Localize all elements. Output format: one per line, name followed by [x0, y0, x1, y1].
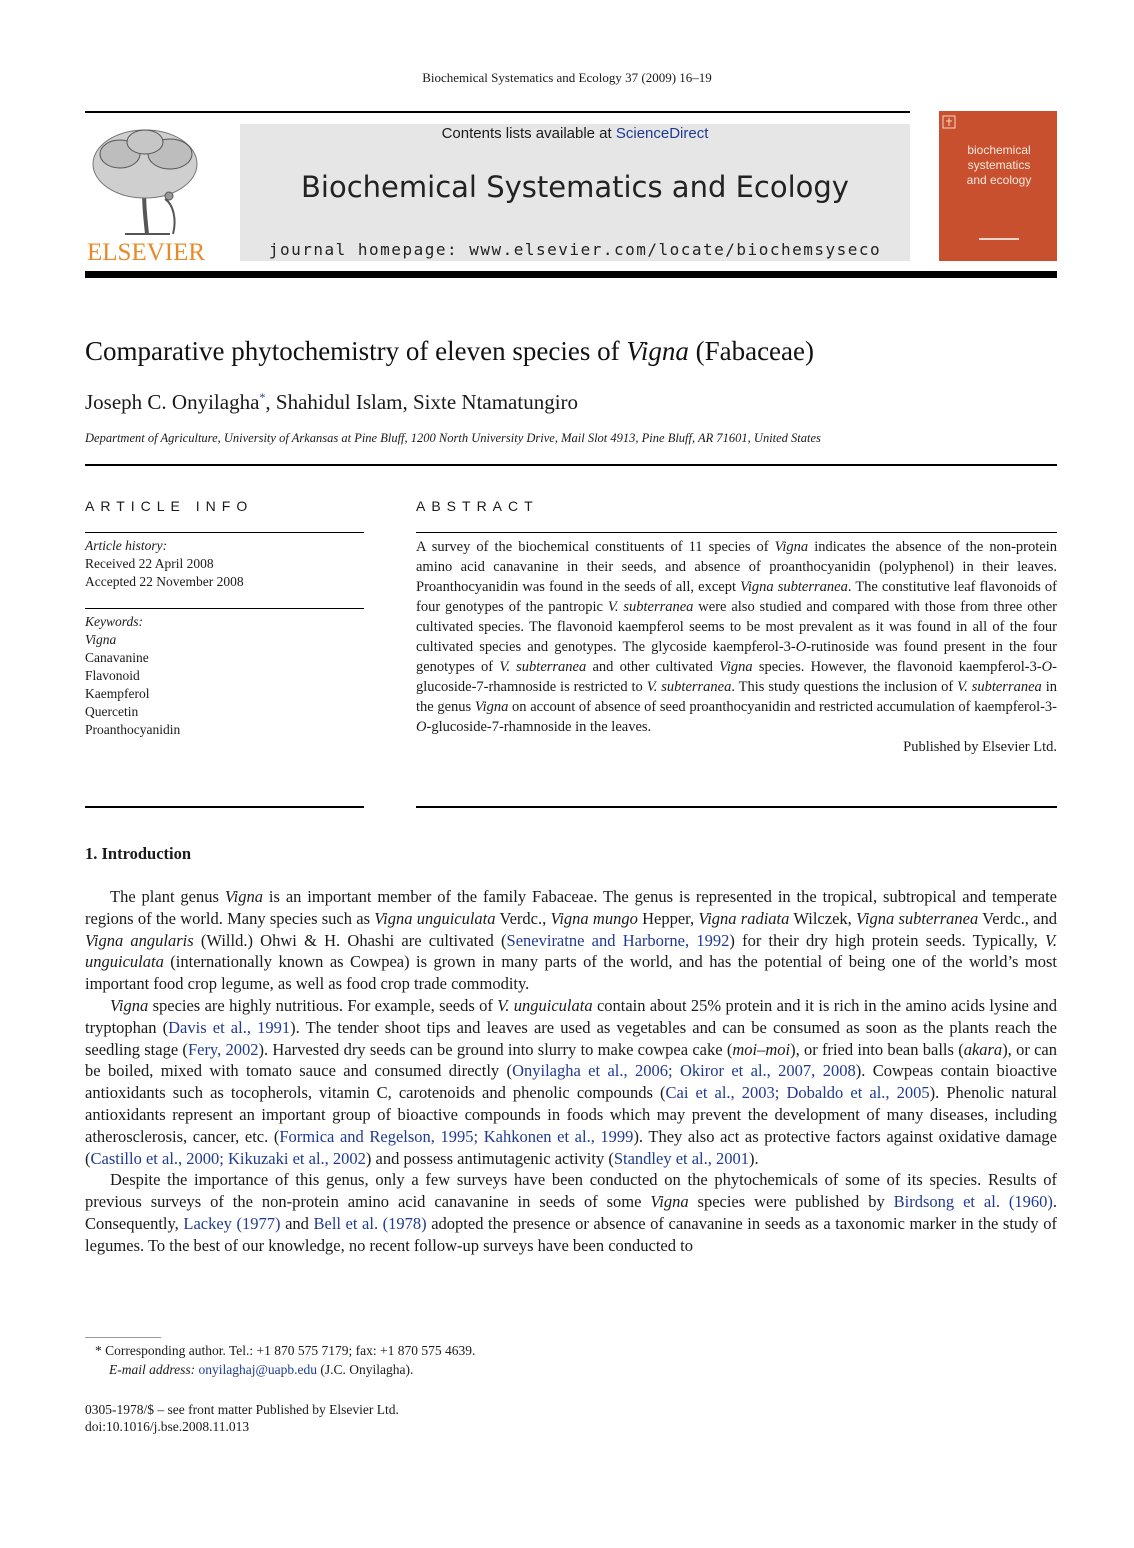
intro-paragraph-3 — [85, 1169, 1057, 1256]
doi-line: doi:10.1016/j.bse.2008.11.013 — [85, 1419, 250, 1434]
italic-text: Vigna — [110, 995, 149, 1015]
abstract-body: A survey of the biochemical constituents of 11 species of Vigna indicates the absence of the non-protein amino acid canavanine in their seeds, and absence of proanthocyanidin (polyphenol) in their leaves. Proanthocyanidin was found in the seeds of all, except Vigna subterranea. The constitutive leaf flavonoids of four genotypes of the pantropic V. subterranea were also studied and compared with those from three other cultivated species. The flavonoid kaempferol seems to be most prevalent as it was found in all of the four cultivated species and genotypes. The glycoside kaempferol-3-O-rutinoside was found present in the four genotypes of V. subterranea and other cultivated Vigna species. However, the flavonoid kaempferol-3-O-glucoside-7-rhamnoside is restricted to V. subterranea. This study questions the inclusion of V. subterranea in the genus Vigna on account of absence of seed proanthocyanidin and restricted accumulation of kaempferol-3-O-glucoside-7-rhamnoside in the leaves. Published by Elsevier Ltd. — [416, 539, 1058, 755]
journal-cover — [939, 111, 1057, 261]
body-text: (Willd.) Ohwi & H. Ohashi are cultivated ( — [193, 930, 507, 950]
italic-text: Vigna radiata — [698, 908, 790, 928]
body-text: ), or fried into bean balls ( — [790, 1039, 964, 1059]
title-part-end: (Fabaceae) — [688, 336, 814, 366]
body-text: The plant genus — [110, 887, 225, 906]
cover-title: biochemical systematics and ecology — [966, 143, 1032, 187]
article-authors — [85, 390, 578, 415]
affiliation: Department of Agriculture, University of Arkansas at Pine Bluff, 1200 North University Drive, Mail Slot 4913, Pine Bluff, AR 71601, United States — [85, 431, 821, 445]
body-text: Verdc., and — [978, 908, 1057, 928]
elsevier-wordmark: ELSEVIER — [87, 239, 206, 264]
elsevier-logo — [85, 124, 215, 264]
body-text: . Consequently, — [85, 1192, 1057, 1233]
body-text: Hepper, — [637, 908, 699, 928]
reference-link[interactable]: Castillo et al., 2000; Kikuzaki et al., 2002 — [90, 1148, 366, 1168]
italic-text: Vigna — [224, 887, 264, 906]
body-text: ), or can be boiled, mixed with tomato sauce and consumed directly ( — [85, 1039, 1057, 1081]
published-by: Published by Elsevier Ltd. — [903, 739, 1057, 755]
body-text: Wilczek, — [789, 908, 857, 928]
title-part: Comparative phytochemistry of eleven species of — [85, 336, 627, 366]
reference-link[interactable]: Bell et al. (1978) — [313, 1213, 427, 1233]
intro-paragraph-1 — [85, 886, 1057, 995]
reference-link[interactable]: Standley et al., 2001 — [613, 1148, 750, 1168]
contents-prefix: Contents lists available at — [441, 125, 616, 142]
body-text: species were published by — [688, 1192, 894, 1212]
reference-link[interactable]: Davis et al., 1991 — [168, 1017, 291, 1037]
email-tail: (J.C. Onyilagha). — [317, 1362, 414, 1377]
keywords-label: Keywords: — [85, 614, 143, 629]
reference-link[interactable]: Cai et al., 2003; Dobaldo et al., 2005 — [665, 1083, 930, 1103]
body-text: species are highly nutritious. For example, seeds of — [148, 995, 498, 1015]
article-title — [85, 336, 814, 367]
keyword-item: Proanthocyanidin — [85, 722, 181, 737]
italic-text: moi–moi — [732, 1039, 791, 1059]
reference-link[interactable]: Fery, 2002 — [187, 1039, 259, 1059]
intro-paragraph-2 — [85, 995, 1057, 1169]
article-info-bottom-rule — [85, 806, 364, 808]
italic-text: Vigna angularis — [85, 930, 194, 950]
journal-title: Biochemical Systematics and Ecology — [301, 170, 849, 204]
corresponding-footnote: * Corresponding author. Tel.: +1 870 575 7179; fax: +1 870 575 4639. — [95, 1343, 476, 1358]
body-text: (internationally known as Cowpea) is grown in many parts of the world, and has the potential of being one of the world’s most important food crop legume, as well as food crop trade commodity. — [85, 952, 1057, 994]
keyword-item: Vigna — [85, 632, 117, 647]
reference-link[interactable]: Seneviratne and Harborne, 1992 — [506, 930, 730, 950]
body-text: ). Phenolic natural antioxidants represent an important group of bioactive compounds in foods which may prevent the development of many diseases, including atherosclerosis, cancer, etc. ( — [85, 1083, 1058, 1146]
body-text: ). They also act as protective factors against oxidative damage ( — [85, 1126, 1057, 1168]
body-text: and — [280, 1213, 314, 1233]
received-date: Received 22 April 2008 — [85, 556, 214, 571]
body-text: ). — [749, 1148, 759, 1168]
email-label: E-mail address: — [109, 1362, 199, 1377]
issn-line: 0305-1978/$ – see front matter Published by Elsevier Ltd. — [85, 1402, 399, 1417]
reference-link[interactable]: Lackey (1977) — [183, 1213, 281, 1233]
email-footnote — [109, 1360, 413, 1379]
body-text: ). Cowpeas contain bioactive antioxidants such as tocopherols, vitamin C, carotenoids and phenolic compounds ( — [85, 1061, 1058, 1103]
article-info-heading: ARTICLE INFO — [85, 498, 254, 514]
journal-banner — [240, 124, 910, 261]
keyword-item: Flavonoid — [85, 668, 140, 683]
contents-line — [240, 125, 910, 142]
body-text: contain about 25% protein and it is rich in the amino acids lysine and tryptophan ( — [85, 995, 1057, 1037]
reference-link[interactable]: Onyilagha et al., 2006; Okiror et al., 2007, 2008 — [512, 1061, 856, 1081]
body-text: Despite the importance of this genus, only a few surveys have been conducted on the phytochemicals of some of its species. Results of previous surveys of the non-protein amino acid canavanine in seeds of some — [85, 1170, 1057, 1212]
abstract-rule — [416, 532, 1057, 533]
body-text: ). Harvested dry seeds can be ground into slurry to make cowpea cake ( — [258, 1039, 733, 1059]
keyword-item: Quercetin — [85, 704, 139, 719]
reference-link[interactable]: Formica and Regelson, 1995; Kahkonen et al., 1999 — [279, 1126, 634, 1146]
email-link[interactable]: onyilaghaj@uapb.edu — [198, 1362, 318, 1377]
body-text: ). The tender shoot tips and leaves are used as vegetables and can be consumed as soon as the plants reach the seedling stage ( — [85, 1017, 1057, 1059]
journal-citation: Biochemical Systematics and Ecology 37 (2009) 16–19 — [422, 70, 712, 85]
italic-text: Vigna subterranea — [856, 908, 979, 928]
title-rule — [85, 464, 1057, 466]
keyword-item: Kaempferol — [85, 686, 150, 701]
body-text: is an important member of the family Fabaceae. The genus is represented in the tropical, subtropical and temperate regions of the world. Many species such as — [85, 887, 1057, 928]
keyword-item: Canavanine — [85, 650, 149, 665]
header-thick-rule — [85, 271, 1057, 278]
article-info-rule — [85, 532, 364, 533]
italic-text: akara — [963, 1039, 1003, 1059]
body-text: Verdc., — [495, 908, 551, 928]
corresponding-author-link[interactable]: * — [259, 390, 266, 404]
footnote-rule — [85, 1337, 161, 1338]
cover-elsevier-icon — [942, 115, 956, 129]
header-rule — [85, 111, 910, 113]
article-history — [85, 537, 364, 591]
italic-text: V. unguiculata — [85, 930, 1058, 972]
keywords — [85, 613, 364, 739]
section-heading-introduction: 1. Introduction — [85, 844, 192, 863]
italic-text: V. unguiculata — [497, 995, 593, 1015]
abstract-bottom-rule — [416, 806, 1057, 808]
reference-link[interactable]: Birdsong et al. (1960) — [893, 1192, 1053, 1212]
journal-homepage[interactable]: journal homepage: www.elsevier.com/locate/biochemsyseco — [268, 240, 882, 259]
italic-text: Vigna — [650, 1192, 689, 1212]
italic-text: Vigna unguiculata — [374, 908, 496, 928]
elsevier-tree-icon — [85, 124, 215, 264]
body-text: ) for their dry high protein seeds. Typically, — [729, 930, 1045, 950]
history-label: Article history: — [85, 538, 168, 553]
accepted-date: Accepted 22 November 2008 — [85, 574, 244, 589]
sciencedirect-link[interactable]: ScienceDirect — [615, 125, 709, 142]
cover-sciencedirect-icon — [979, 232, 1019, 240]
body-text: adopted the presence or absence of canavanine in seeds as a taxonomic marker in the study of legumes. To the best of our knowledge, no recent follow-up surveys have been conducted to — [85, 1213, 1057, 1255]
abstract-heading: ABSTRACT — [416, 498, 539, 514]
body-text: ) and possess antimutagenic activity ( — [365, 1148, 614, 1168]
other-authors: , Shahidul Islam, Sixte Ntamatungiro — [265, 390, 579, 414]
author-onyilagha: Joseph C. Onyilagha — [85, 390, 260, 414]
italic-text: Vigna mungo — [550, 908, 638, 928]
title-genus: Vigna — [626, 336, 689, 366]
keywords-rule — [85, 608, 364, 609]
introduction-body — [85, 886, 1057, 1257]
